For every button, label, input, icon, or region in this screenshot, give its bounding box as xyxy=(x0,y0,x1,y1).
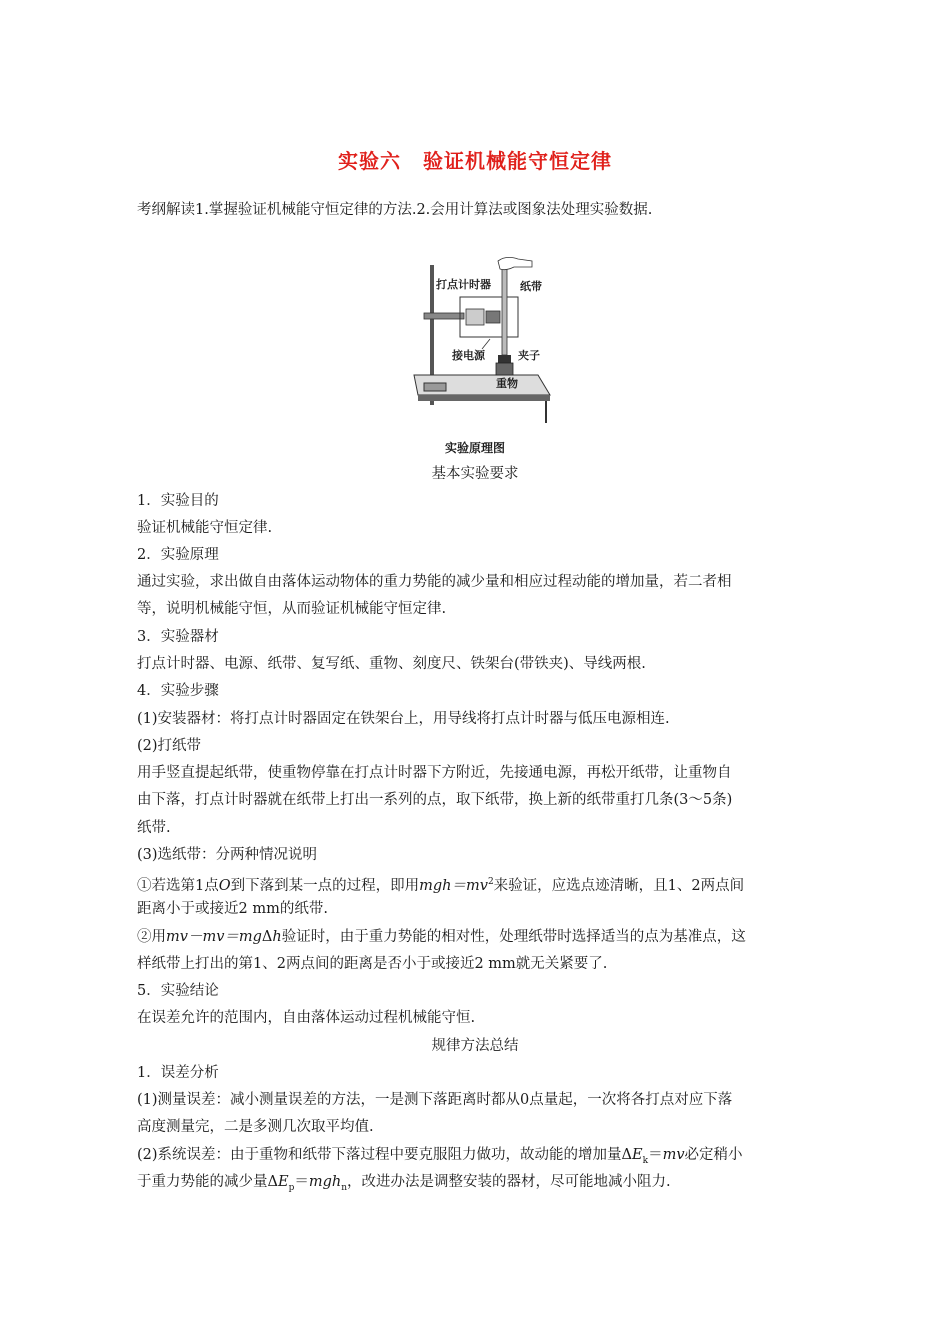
line-11: 用手竖直提起纸带，使重物停靠在打点计时器下方附近，先接通电源，再松开纸带，让重物自 xyxy=(137,765,732,781)
power-wire xyxy=(482,339,490,349)
title-part2: 验证机械能守恒定律 xyxy=(423,149,612,173)
err2-line1: (2)系统误差：由于重物和纸带下落过程中要克服阻力做功，故动能的增加量$\Delta E_k=mv$必定稍小 xyxy=(137,1147,743,1166)
stand-base xyxy=(424,383,446,391)
page-title xyxy=(0,145,950,174)
hand-icon xyxy=(498,257,532,269)
timer-core xyxy=(486,311,500,323)
line-13: 纸带. xyxy=(137,820,171,836)
item2-line1: ②用mv－mv＝mgΔh验证时，由于重力势能的相对性，处理纸带时选择适当的点为基准点，这 xyxy=(137,929,746,945)
line-14: (3)选纸带：分两种情况说明 xyxy=(137,847,318,863)
err1-line2: 高度测量完，二是多测几次取平均值. xyxy=(137,1119,374,1135)
clip xyxy=(498,355,511,363)
label-weight: 重物 xyxy=(496,377,518,390)
apparatus-figure xyxy=(410,255,560,430)
title-part1: 实验六 xyxy=(338,149,401,173)
line-3: 2．实验原理 xyxy=(137,547,219,563)
line-2: 验证机械能守恒定律. xyxy=(137,520,273,536)
label-tape: 纸带 xyxy=(520,280,542,293)
item1-line1: ①若选第1点O到下落到某一点的过程，即用$mgh=mv^2$来验证，应选点迹清晰，且1、2两点间 xyxy=(137,877,745,894)
line-9: (1)安装器材：将打点计时器固定在铁架台上，用导线将打点计时器与低压电源相连. xyxy=(137,711,670,727)
line-6: 3．实验器材 xyxy=(137,629,219,645)
timer-coil xyxy=(466,309,484,325)
label-power: 接电源 xyxy=(452,349,485,362)
label-clip: 夹子 xyxy=(518,349,540,362)
section2-heading: 规律方法总结 xyxy=(431,1038,519,1054)
intro-text: 考纲解读1.掌握验证机械能守恒定律的方法.2.会用计算法或图象法处理实验数据. xyxy=(137,202,653,218)
line-4: 通过实验，求出做自由落体运动物体的重力势能的减少量和相应过程动能的增加量，若二者相 xyxy=(137,574,732,590)
line-10: (2)打纸带 xyxy=(137,738,202,754)
label-timer: 打点计时器 xyxy=(436,278,491,291)
figure-caption: 实验原理图 xyxy=(444,441,505,455)
line-7: 打点计时器、电源、纸带、复写纸、重物、刻度尺、铁架台(带铁夹)、导线两根. xyxy=(137,656,646,672)
weight xyxy=(496,363,513,375)
conclusion-heading: 5．实验结论 xyxy=(137,983,219,999)
item1-line2: 距离小于或接近2 mm的纸带. xyxy=(137,901,328,917)
table-edge xyxy=(418,395,550,401)
err1-line1: (1)测量误差：减小测量误差的方法，一是测下落距离时都从0点量起，一次将各打点对应下落 xyxy=(137,1092,733,1108)
apparatus-diagram xyxy=(410,255,560,430)
error-analysis-heading: 1．误差分析 xyxy=(137,1065,219,1081)
line-1: 1．实验目的 xyxy=(137,493,219,509)
err2-line2: 于重力势能的减少量$\Delta E_p=mgh_n$，改进办法是调整安装的器材，尽可能地减小阻力. xyxy=(137,1174,671,1193)
clamp-arm xyxy=(424,313,464,319)
conclusion-text: 在误差允许的范围内，自由落体运动过程机械能守恒. xyxy=(137,1010,476,1026)
item2-line2: 样纸带上打出的第1、2两点间的距离是否小于或接近2 mm就无关紧要了. xyxy=(137,956,608,972)
line-8: 4．实验步骤 xyxy=(137,683,219,699)
line-5: 等，说明机械能守恒，从而验证机械能守恒定律. xyxy=(137,601,447,617)
section1-heading: 基本实验要求 xyxy=(431,466,519,482)
line-12: 由下落，打点计时器就在纸带上打出一系列的点，取下纸带，换上新的纸带重打几条(3～5条) xyxy=(137,792,733,808)
paper-tape xyxy=(502,269,507,355)
